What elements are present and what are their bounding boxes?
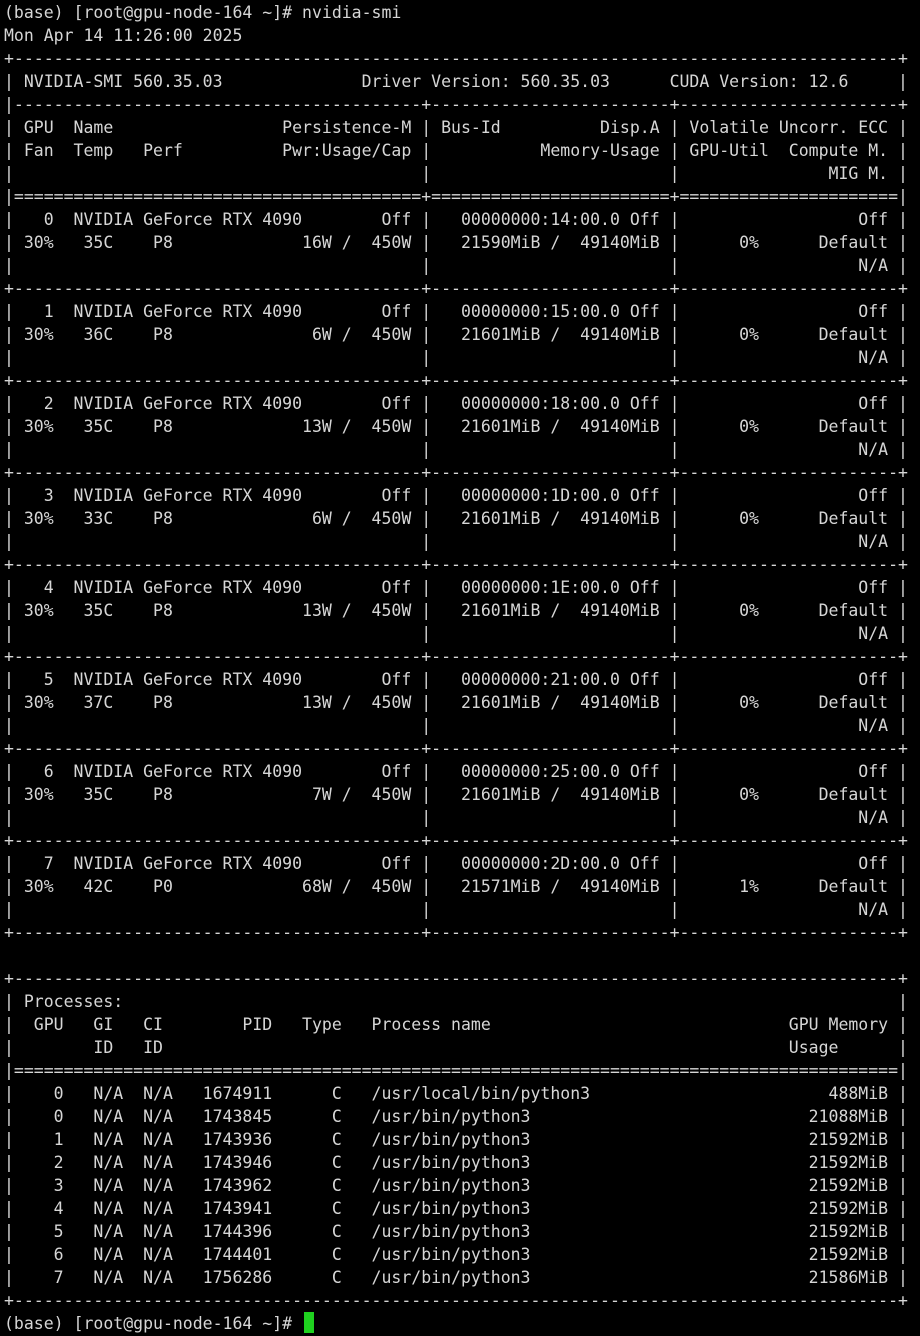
gpu-separator: +-----------------------------------------+------------------------+----------------------+ [4, 555, 908, 574]
shell-prompt: (base) [root@gpu-node-164 ~]# [4, 1314, 303, 1333]
process-row: | 0 N/A N/A 1743845 C /usr/bin/python3 21088MiB | [4, 1107, 908, 1126]
gpu-separator: +-----------------------------------------+------------------------+----------------------+ [4, 739, 908, 758]
gpu-row-line2: | 30% 37C P8 13W / 450W | 21601MiB / 49140MiB | 0% Default | [4, 693, 908, 712]
process-row: | 1 N/A N/A 1743936 C /usr/bin/python3 21592MiB | [4, 1130, 908, 1149]
gpu-row-line2: | 30% 35C P8 7W / 450W | 21601MiB / 49140MiB | 0% Default | [4, 785, 908, 804]
gpu-row-line3: | | | N/A | [4, 808, 908, 827]
gpu-row-line1: | 2 NVIDIA GeForce RTX 4090 Off | 00000000:18:00.0 Off | Off | [4, 394, 908, 413]
command-text: nvidia-smi [302, 3, 402, 22]
gpu-row-line1: | 5 NVIDIA GeForce RTX 4090 Off | 00000000:21:00.0 Off | Off | [4, 670, 908, 689]
process-row: | 3 N/A N/A 1743962 C /usr/bin/python3 21592MiB | [4, 1176, 908, 1195]
gpu-separator: +-----------------------------------------+------------------------+----------------------+ [4, 831, 908, 850]
gpu-row-line1: | 0 NVIDIA GeForce RTX 4090 Off | 00000000:14:00.0 Off | Off | [4, 210, 908, 229]
processes-border-bottom: +-----------------------------------------------------------------------------------------+ [4, 1291, 908, 1310]
column-header-row-2: | Fan Temp Perf Pwr:Usage/Cap | Memory-Usage | GPU-Util Compute M. | [4, 141, 908, 160]
process-row: | 7 N/A N/A 1756286 C /usr/bin/python3 21586MiB | [4, 1268, 908, 1287]
gpu-row-line2: | 30% 33C P8 6W / 450W | 21601MiB / 49140MiB | 0% Default | [4, 509, 908, 528]
gpu-row-line2: | 30% 42C P0 68W / 450W | 21571MiB / 49140MiB | 1% Default | [4, 877, 908, 896]
column-header-row-1: | GPU Name Persistence-M | Bus-Id Disp.A | Volatile Uncorr. ECC | [4, 118, 908, 137]
command-line [4, 1, 401, 24]
gpu-row-line2: | 30% 35C P8 16W / 450W | 21590MiB / 49140MiB | 0% Default | [4, 233, 908, 252]
gpu-row-line2: | 30% 36C P8 6W / 450W | 21601MiB / 49140MiB | 0% Default | [4, 325, 908, 344]
text-cursor [304, 1312, 314, 1333]
shell-prompt: (base) [root@gpu-node-164 ~]# [4, 3, 303, 22]
process-row: | 0 N/A N/A 1674911 C /usr/local/bin/python3 488MiB | [4, 1084, 908, 1103]
gpu-row-line3: | | | N/A | [4, 440, 908, 459]
gpu-row-line1: | 4 NVIDIA GeForce RTX 4090 Off | 00000000:1E:00.0 Off | Off | [4, 578, 908, 597]
gpu-row-line1: | 3 NVIDIA GeForce RTX 4090 Off | 00000000:1D:00.0 Off | Off | [4, 486, 908, 505]
gpu-row-line2: | 30% 35C P8 13W / 450W | 21601MiB / 49140MiB | 0% Default | [4, 417, 908, 436]
table-double-separator: |=========================================+========================+======================| [4, 187, 908, 206]
gpu-separator: +-----------------------------------------+------------------------+----------------------+ [4, 463, 908, 482]
gpu-row-line3: | | | N/A | [4, 716, 908, 735]
gpu-separator: +-----------------------------------------+------------------------+----------------------+ [4, 371, 908, 390]
gpu-separator: +-----------------------------------------+------------------------+----------------------+ [4, 279, 908, 298]
process-row: | 6 N/A N/A 1744401 C /usr/bin/python3 21592MiB | [4, 1245, 908, 1264]
prompt-line[interactable] [4, 1312, 314, 1335]
gpu-row-line3: | | | N/A | [4, 348, 908, 367]
column-header-row-3: | | | MIG M. | [4, 164, 908, 183]
processes-double-separator: |=========================================================================================| [4, 1061, 908, 1080]
processes-border-top: +-----------------------------------------------------------------------------------------+ [4, 969, 908, 988]
process-row: | 5 N/A N/A 1744396 C /usr/bin/python3 21592MiB | [4, 1222, 908, 1241]
gpu-row-line1: | 7 NVIDIA GeForce RTX 4090 Off | 00000000:2D:00.0 Off | Off | [4, 854, 908, 873]
gpu-row-line3: | | | N/A | [4, 900, 908, 919]
gpu-separator: +-----------------------------------------+------------------------+----------------------+ [4, 647, 908, 666]
gpu-row-line3: | | | N/A | [4, 624, 908, 643]
gpu-separator: +-----------------------------------------+------------------------+----------------------+ [4, 923, 908, 942]
table-border-top: +-----------------------------------------------------------------------------------------+ [4, 49, 908, 68]
gpu-row-line1: | 6 NVIDIA GeForce RTX 4090 Off | 00000000:25:00.0 Off | Off | [4, 762, 908, 781]
process-row: | 2 N/A N/A 1743946 C /usr/bin/python3 21592MiB | [4, 1153, 908, 1172]
gpu-row-line3: | | | N/A | [4, 256, 908, 275]
gpu-row-line2: | 30% 35C P8 13W / 450W | 21601MiB / 49140MiB | 0% Default | [4, 601, 908, 620]
process-row: | 4 N/A N/A 1743941 C /usr/bin/python3 21592MiB | [4, 1199, 908, 1218]
timestamp: Mon Apr 14 11:26:00 2025 [4, 26, 243, 45]
gpu-row-line3: | | | N/A | [4, 532, 908, 551]
processes-header-row-1: | GPU GI CI PID Type Process name GPU Memory | [4, 1015, 908, 1034]
processes-title: | Processes: | [4, 992, 908, 1011]
processes-header-row-2: | ID ID Usage | [4, 1038, 908, 1057]
table-separator: |-----------------------------------------+------------------------+----------------------+ [4, 95, 908, 114]
smi-version-header: | NVIDIA-SMI 560.35.03 Driver Version: 560.35.03 CUDA Version: 12.6 | [4, 72, 908, 91]
gpu-row-line1: | 1 NVIDIA GeForce RTX 4090 Off | 00000000:15:00.0 Off | Off | [4, 302, 908, 321]
